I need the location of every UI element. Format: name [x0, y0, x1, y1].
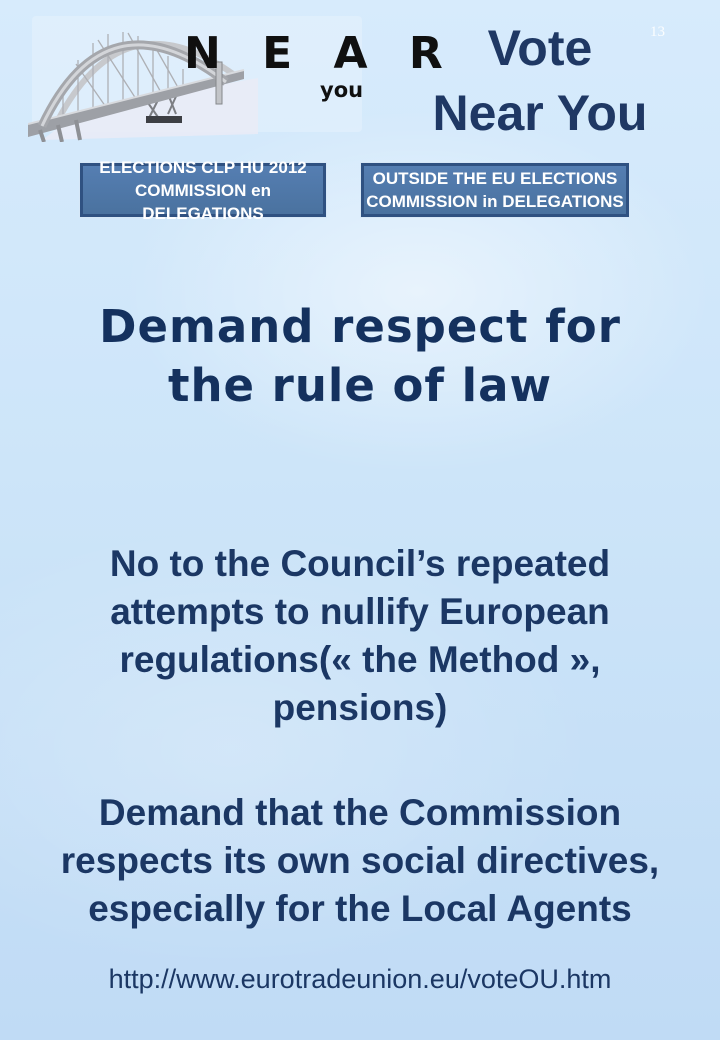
button-label-line1: OUTSIDE THE EU ELECTIONS	[372, 169, 618, 188]
main-heading-line1: Demand respect for	[99, 300, 621, 353]
button-label-line2: COMMISSION en DELEGATIONS	[134, 180, 271, 223]
slide-title-line1: Vote	[487, 20, 593, 76]
paragraph-council	[0, 540, 720, 732]
button-label-line2: COMMISSION in DELEGATIONS	[366, 192, 624, 211]
main-heading-line2: the rule of law	[167, 359, 553, 412]
logo-sub-text: you	[320, 78, 364, 102]
paragraph-line: attempts to nullify European	[110, 591, 610, 632]
button-outside-eu-elections[interactable]	[361, 163, 629, 217]
button-label-line1: ELECTIONS CLP HU 2012	[99, 157, 307, 177]
paragraph-line: regulations(« the Method »,	[119, 639, 601, 680]
button-elections-clp-hu[interactable]	[80, 157, 326, 223]
paragraph-line: pensions)	[272, 687, 448, 728]
paragraph-line: Demand that the Commission	[98, 792, 622, 833]
slide-title-line2: Near You	[432, 85, 648, 141]
paragraph-line: No to the Council’s repeated	[109, 543, 611, 584]
paragraph-line: especially for the Local Agents	[88, 888, 632, 929]
slide-title	[408, 16, 672, 146]
website-link[interactable]: http://www.eurotradeunion.eu/voteOU.htm	[108, 964, 612, 994]
page-number: 13	[650, 24, 665, 40]
logo-brand-text: N E A R	[184, 28, 456, 79]
paragraph-commission	[0, 789, 720, 933]
paragraph-line: respects its own social directives,	[60, 840, 660, 881]
main-heading	[0, 297, 720, 415]
